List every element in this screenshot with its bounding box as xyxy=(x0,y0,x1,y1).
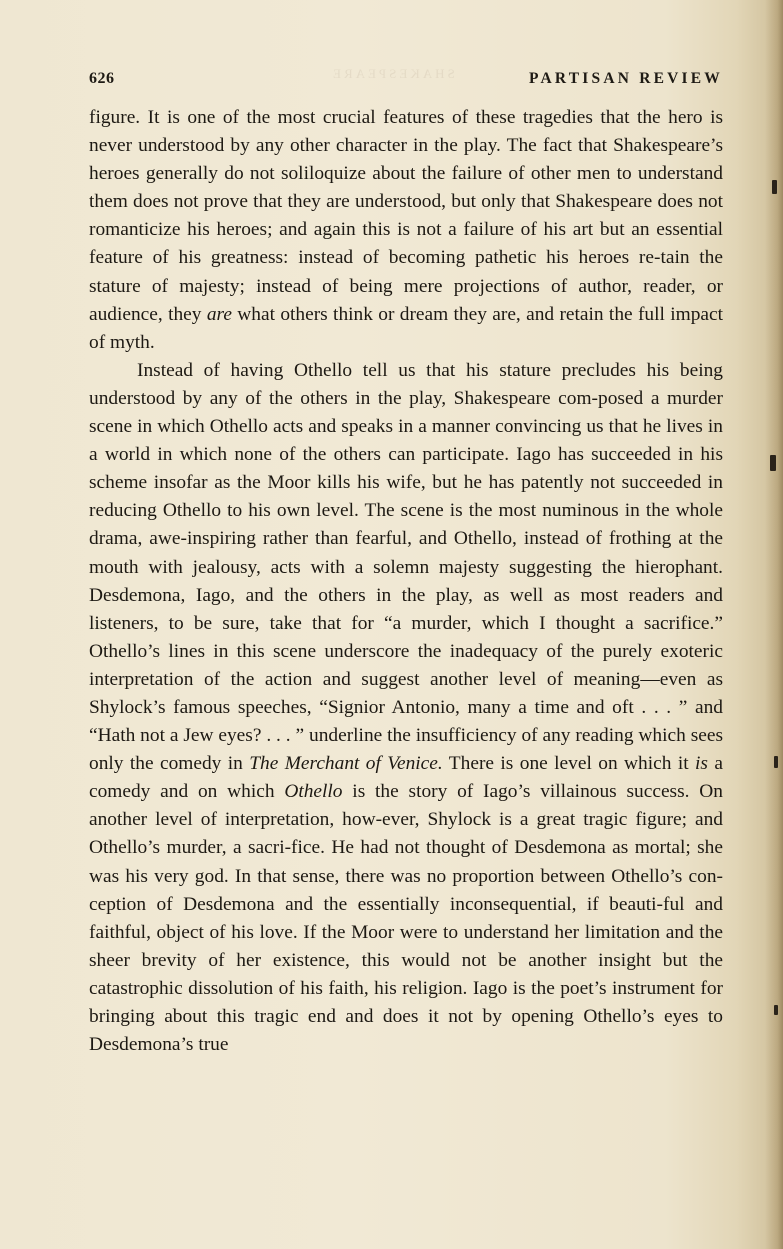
margin-mark xyxy=(770,455,776,471)
italic-text: The Merchant of Venice. xyxy=(249,753,443,775)
text-run: is the story of Iago’s villainous success. On another level of interpretation, how-ever, Shylock is a great tragic figure; and Othello’s murder, a sacri-fice. He had not thought of Desdemona as mortal; she was his very god. In that sense, there was no proportion between Othello’s con-ception of Desdemona and the essentially inconsequential, if beauti-ful and faithful, object of his love. If the Moor were to understand her limitation and the sheer brevity of her existence, this would not be another insight but the catastrophic dissolution of his faith, his religion. Iago is the poet’s instrument for bringing about this tragic end and does it not by opening Othello’s eyes to Desdemona’s true xyxy=(89,781,723,1056)
page-number: 626 xyxy=(89,70,115,87)
paragraph-1 xyxy=(89,104,723,357)
margin-mark xyxy=(774,1005,778,1015)
body-text xyxy=(89,104,723,1059)
margin-mark xyxy=(772,180,777,194)
text-run: a comedy and on which xyxy=(89,753,723,803)
italic-text: are xyxy=(206,303,232,325)
bleed-through-text: SHAKESPEARE xyxy=(330,66,455,81)
text-run: Instead of having Othello tell us that his stature precludes his being understood by any of the others in the play, Shakespeare com-posed a murder scene in which Othello acts and speaks in a manner convincing us that he lives in a world in which none of the others can participate. Iago has succeeded in his scheme insofar as the Moor kills his wife, but he has patently not succeeded in reducing Othello to his own level. The scene is the most numinous in the whole drama, awe-inspiring rather than fearful, and Othello, instead of frothing at the mouth with jealousy, acts with a solemn majesty suggesting the hierophant. Desdemona, Iago, and the others in the play, as well as most readers and listeners, to be sure, take that for “a murder, which I thought a sacrifice.” Othello’s lines in this scene underscore the inadequacy of the purely exoteric interpretation of the action and suggest another level of meaning—even as Shylock’s famous speeches, “Signior Antonio, many a time and oft . . . ” and “Hath not a Jew eyes? . . . ” underline the insufficiency of any reading which sees only the comedy in xyxy=(89,359,723,775)
text-run: figure. It is one of the most crucial features of these tragedies that the hero is never understood by any other character in the play. The fact that Shakespeare’s heroes generally do not soliloquize about the failure of other men to understand them does not prove that they are understood, but only that Shakespeare does not romanticize his heroes; and again this is not a failure of his art but an essential feature of his greatness: instead of becoming pathetic his heroes re-tain the stature of majesty; instead of being mere projections of author, reader, or audience, they xyxy=(89,107,723,325)
running-head: PARTISAN REVIEW xyxy=(528,70,723,87)
italic-text: Othello xyxy=(284,781,343,803)
margin-mark xyxy=(774,756,778,768)
page-header xyxy=(89,70,723,94)
text-run: what others think or dream they are, and retain the full impact of myth. xyxy=(89,303,723,353)
paragraph-2 xyxy=(89,357,723,1059)
italic-text: is xyxy=(695,753,708,775)
text-run: There is one level on which it xyxy=(442,753,696,775)
